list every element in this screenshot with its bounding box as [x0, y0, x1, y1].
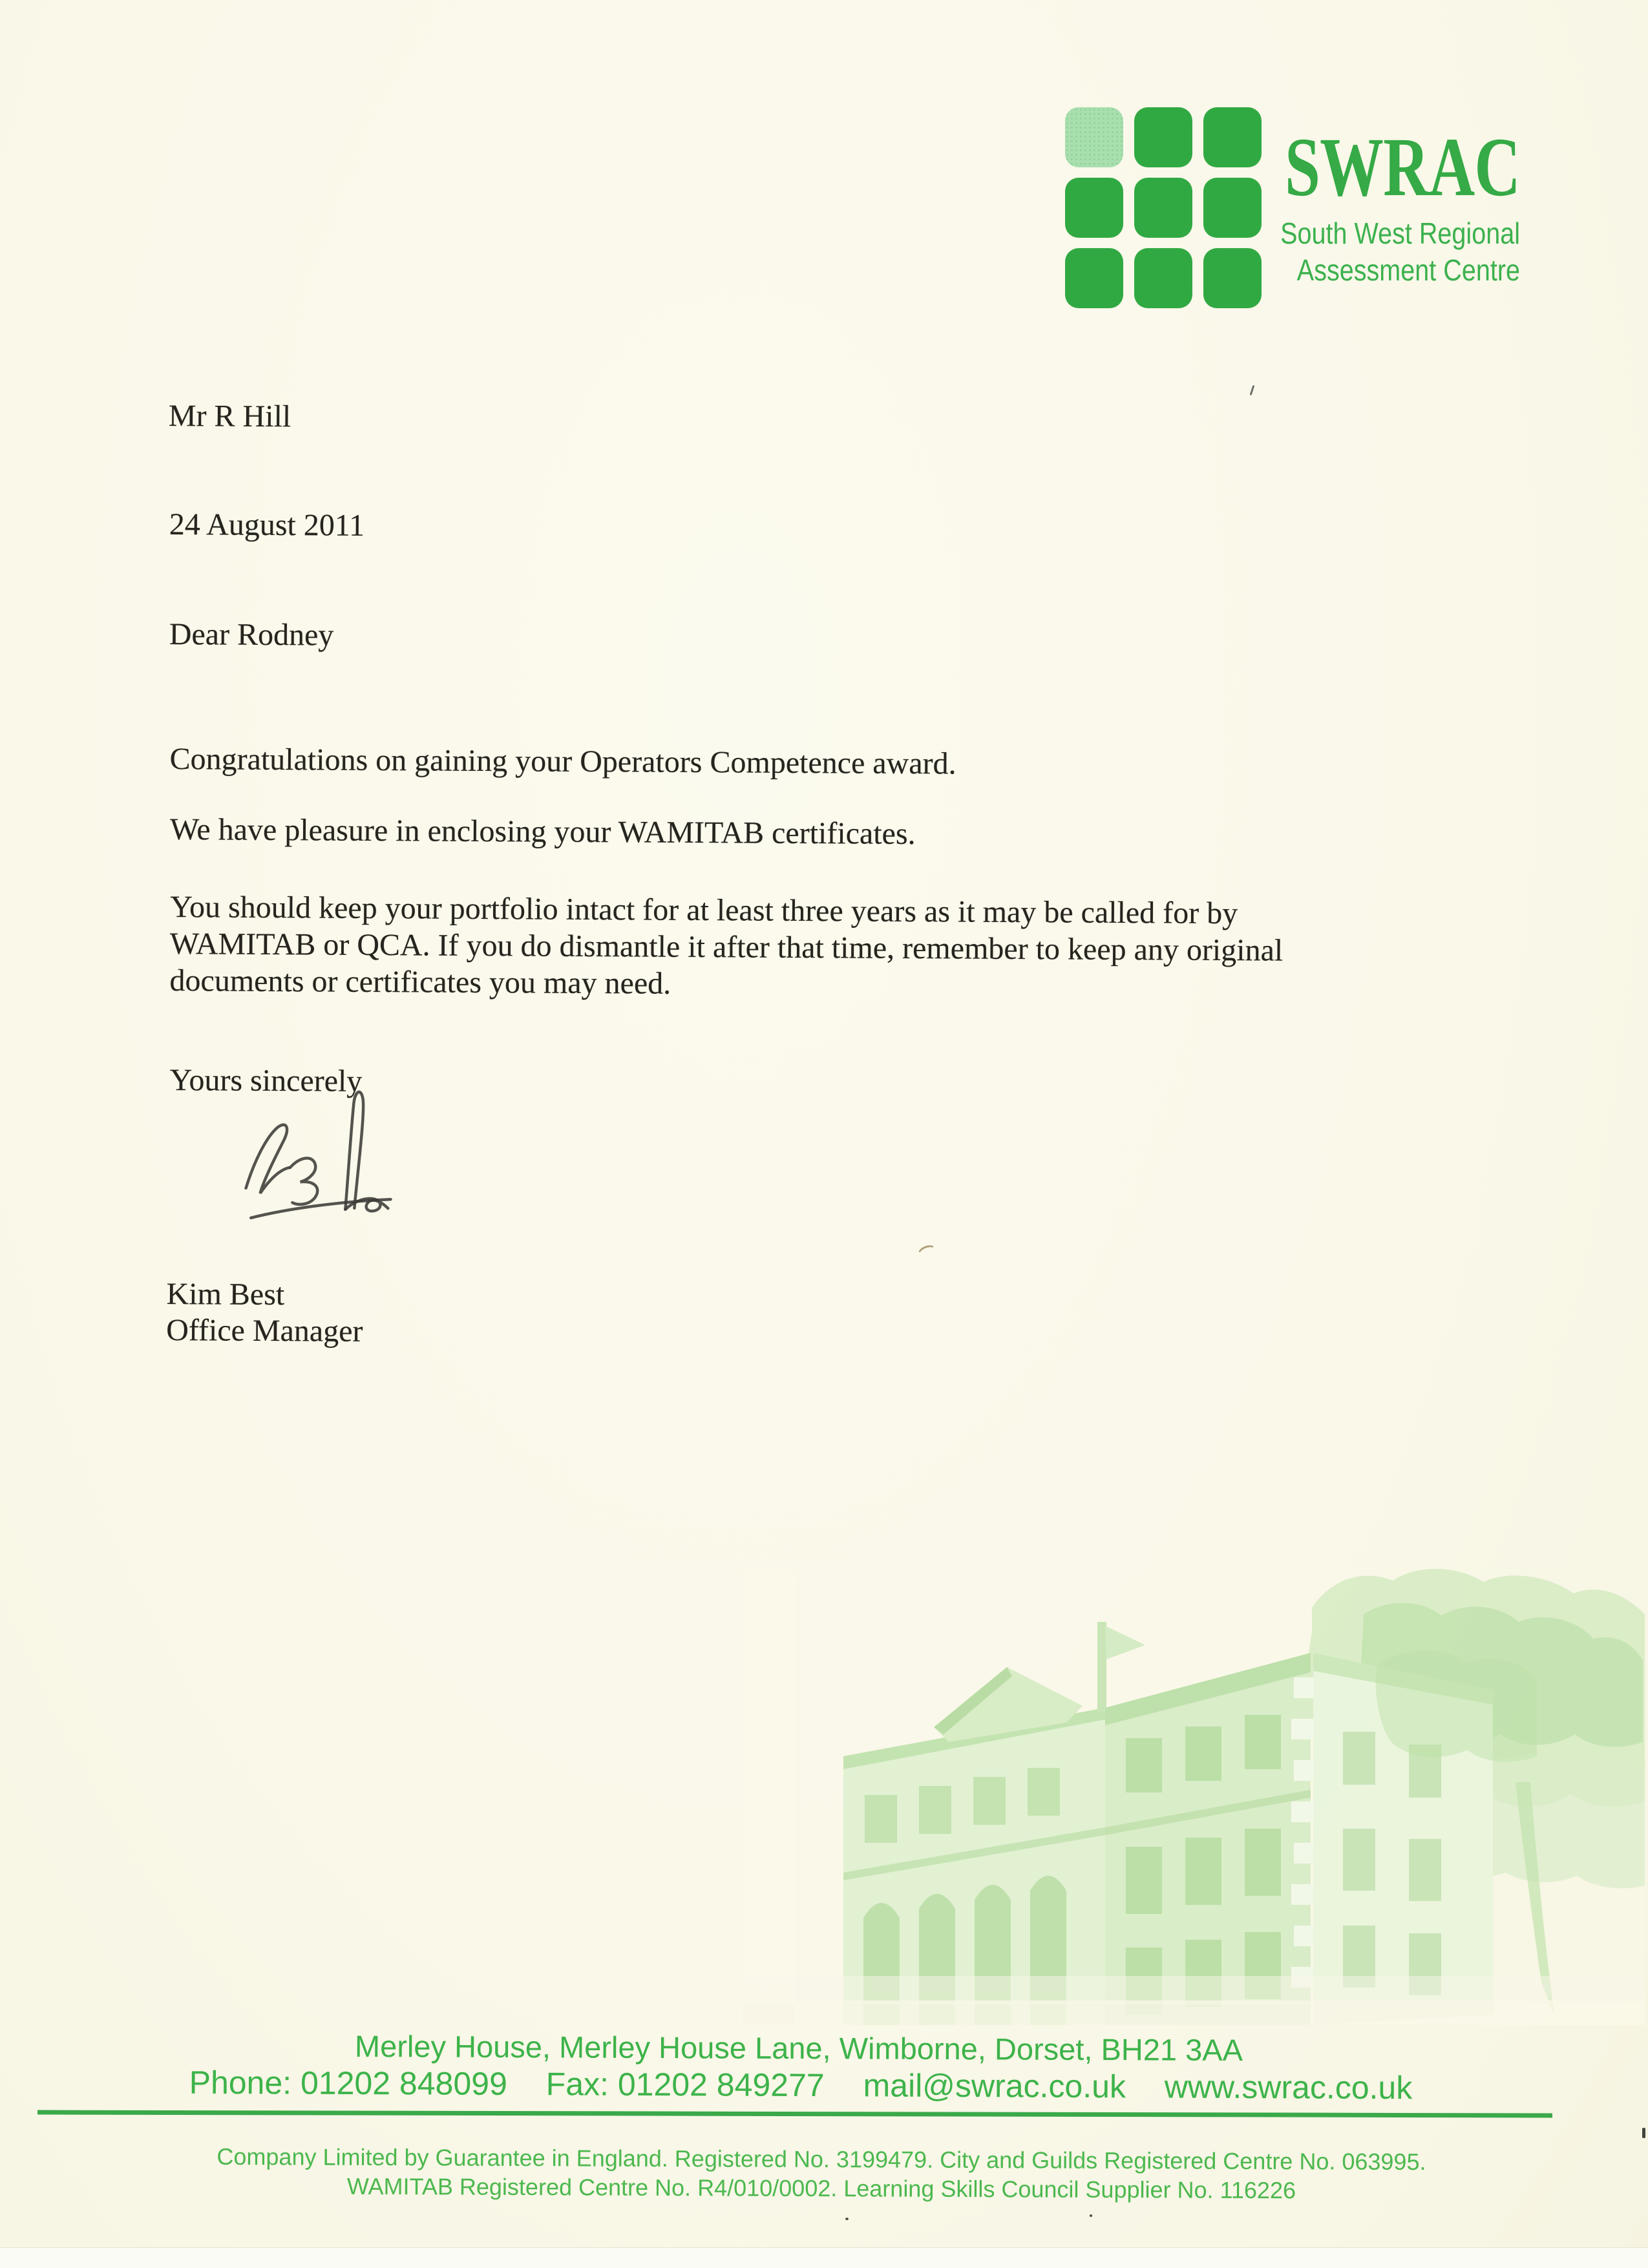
registration-line-2: WAMITAB Registered Centre No. R4/010/0002. Learning Skills Council Supplier No. 116226 [346, 2172, 1296, 2204]
scan-speck [1642, 2128, 1645, 2138]
phone-number: 01202 848099 [300, 2064, 507, 2103]
email-address: mail@swrac.co.uk [863, 2067, 1126, 2105]
signatory-title: Office Manager [166, 1313, 363, 1349]
signoff: Yours sincerely [169, 1063, 363, 1098]
paragraph-2: We have pleasure in enclosing your WAMITAB certificates. [169, 812, 916, 852]
handwritten-signature-icon [227, 1085, 403, 1222]
brand-name: SWRAC [1284, 121, 1520, 214]
paragraph-3-line-1: You should keep your portfolio intact for at least three years as it may be called for by [170, 890, 1238, 931]
brand-tagline-line2: Assessment Centre [1296, 253, 1520, 287]
recipient-name: Mr R Hill [168, 399, 291, 434]
website-url: www.swrac.co.uk [1164, 2068, 1413, 2106]
scan-speck [1090, 2214, 1092, 2217]
fax-number: 01202 849277 [617, 2066, 825, 2104]
letter-date: 24 August 2011 [169, 507, 365, 543]
paragraph-1: Congratulations on gaining your Operators Competence award. [169, 742, 956, 781]
fax-label: Fax: [545, 2066, 609, 2103]
paragraph-3-line-2: WAMITAB or QCA. If you do dismantle it after that time, remember to keep any original [169, 927, 1284, 968]
brand-tagline-line1: South West Regional [1280, 216, 1520, 250]
salutation: Dear Rodney [169, 617, 334, 653]
paragraph-3-line-3: documents or certificates you may need. [169, 963, 671, 1001]
footer-address: Merley House, Merley House Lane, Wimborne, Dorset, BH21 3AA [354, 2029, 1243, 2067]
signatory-name: Kim Best [166, 1277, 285, 1312]
phone-label: Phone: [189, 2064, 292, 2101]
scan-speck [845, 2218, 849, 2220]
footer-contact-line [0, 2063, 1601, 2108]
registration-line-1: Company Limited by Guarantee in England. Registered No. 3199479. City and Guilds Registered Centre No. 063995. [217, 2143, 1426, 2176]
scanner-edge-strip [0, 2247, 1648, 2268]
paragraph-3 [169, 888, 1283, 1006]
